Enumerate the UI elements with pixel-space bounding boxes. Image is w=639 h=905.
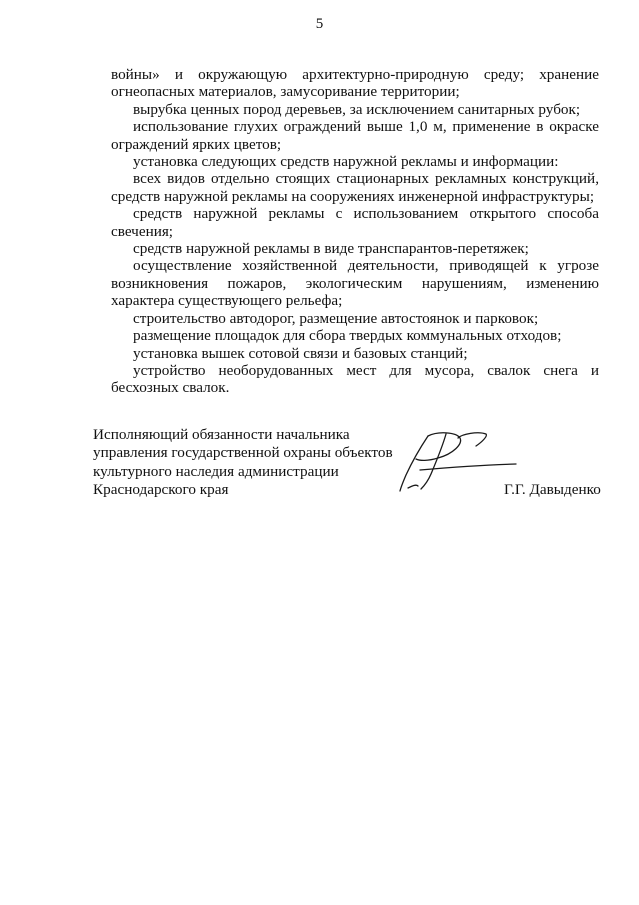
document-body: [111, 66, 599, 397]
body-paragraph: установка следующих средств наружной рекламы и информации:: [133, 153, 559, 171]
body-paragraph: всех видов отдельно стоящих стационарных рекламных конструкций, средств наружной рекламы на сооружениях инженерной инфраструктуры;: [111, 170, 599, 205]
body-paragraph: осуществление хозяйственной деятельности, приводящей к угрозе возникновения пожаров, экологическим нарушениям, изменению характера существующего рельефа;: [111, 257, 599, 310]
signer-name: Г.Г. Давыденко: [504, 481, 601, 498]
signature-title-line: Краснодарского края: [93, 480, 229, 498]
signature-title-block: [93, 426, 393, 499]
signature-title-line: культурного наследия администрации: [93, 462, 339, 480]
body-paragraph: вырубка ценных пород деревьев, за исключением санитарных рубок;: [133, 100, 581, 118]
body-paragraph: размещение площадок для сбора твердых коммунальных отходов;: [133, 327, 562, 345]
body-paragraph: установка вышек сотовой связи и базовых станций;: [133, 344, 468, 362]
body-paragraph: средств наружной рекламы в виде транспарантов-перетяжек;: [133, 240, 529, 258]
signature-title-line: Исполняющий обязанности начальника: [93, 426, 350, 443]
signature-title-line: управления государственной охраны объектов: [93, 444, 393, 462]
body-paragraph: использование глухих ограждений выше 1,0 м, применение в окраске ограждений ярких цветов;: [111, 118, 599, 153]
body-paragraph: строительство автодорог, размещение автостоянок и парковок;: [133, 309, 539, 327]
page-number: 5: [315, 16, 324, 32]
body-paragraph: войны» и окружающую архитектурно-природную среду; хранение огнеопасных материалов, замусоривание территории;: [111, 66, 599, 101]
body-paragraph: устройство необорудованных мест для мусора, свалок снега и бесхозных свалок.: [111, 361, 599, 397]
body-paragraph: средств наружной рекламы с использованием открытого способа свечения;: [111, 205, 599, 240]
